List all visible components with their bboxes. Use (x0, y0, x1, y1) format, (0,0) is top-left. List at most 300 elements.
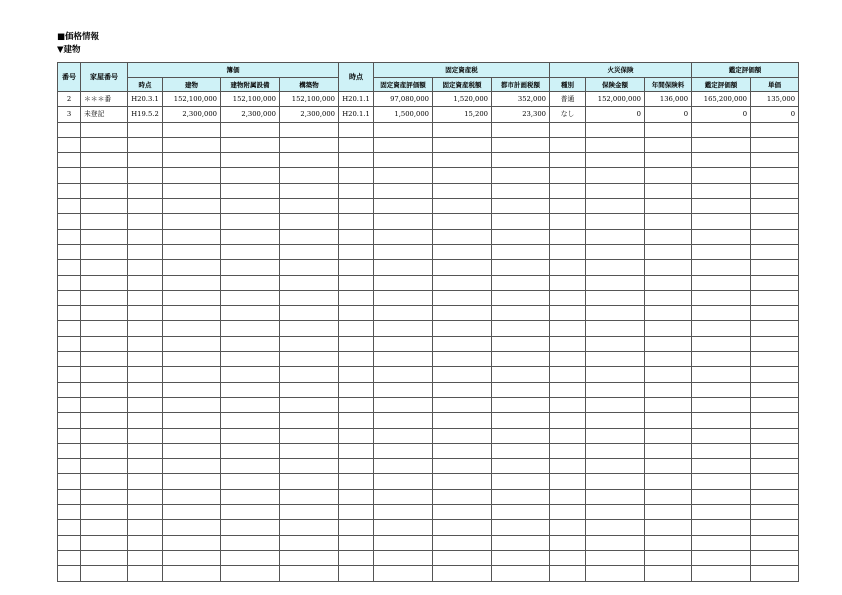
cell-fixed-tax-amount (433, 275, 492, 290)
cell-bv-time (128, 489, 163, 504)
cell-type (550, 321, 586, 336)
empty-table-row (58, 520, 799, 535)
cell-appraised-value (692, 459, 751, 474)
empty-table-row (58, 137, 799, 152)
cell-insured-amount (586, 306, 645, 321)
cell-insured-amount: 0 (586, 107, 645, 122)
cell-structures (280, 153, 339, 168)
empty-table-row (58, 474, 799, 489)
cell-building (163, 336, 221, 351)
cell-attached-equipment (221, 459, 280, 474)
cell-attached-equipment (221, 275, 280, 290)
cell-city-planning-tax (492, 153, 550, 168)
cell-bv-time (128, 321, 163, 336)
cell-insured-amount (586, 214, 645, 229)
cell-annual-premium (645, 352, 692, 367)
cell-building (163, 428, 221, 443)
cell-no (58, 520, 81, 535)
cell-fixed-tax-amount (433, 474, 492, 489)
cell-unit-price (751, 382, 799, 397)
cell-annual-premium (645, 459, 692, 474)
cell-building (163, 229, 221, 244)
cell-assessed-value (374, 199, 433, 214)
cell-no (58, 352, 81, 367)
cell-type: なし (550, 107, 586, 122)
cell-fixed-tax-amount (433, 443, 492, 458)
cell-house-no (81, 535, 128, 550)
cell-time (339, 443, 374, 458)
cell-attached-equipment (221, 489, 280, 504)
cell-assessed-value (374, 214, 433, 229)
cell-unit-price (751, 535, 799, 550)
cell-type (550, 290, 586, 305)
cell-annual-premium (645, 306, 692, 321)
cell-city-planning-tax (492, 275, 550, 290)
cell-house-no (81, 352, 128, 367)
cell-fixed-tax-amount (433, 413, 492, 428)
section-title: ■価格情報 (57, 32, 100, 42)
cell-structures (280, 199, 339, 214)
cell-appraised-value (692, 443, 751, 458)
cell-fixed-tax-amount (433, 244, 492, 259)
cell-insured-amount (586, 199, 645, 214)
cell-no: 2 (58, 92, 81, 107)
cell-fixed-tax-amount (433, 428, 492, 443)
cell-attached-equipment (221, 520, 280, 535)
cell-unit-price (751, 199, 799, 214)
cell-building (163, 183, 221, 198)
cell-unit-price (751, 520, 799, 535)
cell-unit-price (751, 336, 799, 351)
cell-no (58, 382, 81, 397)
cell-fixed-tax-amount (433, 122, 492, 137)
cell-attached-equipment: 2,300,000 (221, 107, 280, 122)
cell-appraised-value (692, 199, 751, 214)
cell-appraised-value (692, 520, 751, 535)
cell-fixed-tax-amount (433, 229, 492, 244)
cell-appraised-value (692, 290, 751, 305)
cell-unit-price (751, 122, 799, 137)
cell-bv-time (128, 306, 163, 321)
cell-annual-premium (645, 244, 692, 259)
cell-bv-time (128, 153, 163, 168)
cell-no (58, 290, 81, 305)
cell-city-planning-tax (492, 183, 550, 198)
header-bv-time: 時点 (128, 78, 163, 92)
cell-no (58, 413, 81, 428)
cell-insured-amount (586, 474, 645, 489)
cell-time: H20.1.1 (339, 92, 374, 107)
cell-building (163, 443, 221, 458)
cell-appraised-value (692, 153, 751, 168)
cell-house-no (81, 275, 128, 290)
cell-house-no (81, 306, 128, 321)
cell-unit-price (751, 168, 799, 183)
cell-insured-amount: 152,000,000 (586, 92, 645, 107)
cell-city-planning-tax (492, 336, 550, 351)
cell-fixed-tax-amount (433, 153, 492, 168)
cell-annual-premium: 136,000 (645, 92, 692, 107)
cell-city-planning-tax (492, 214, 550, 229)
cell-assessed-value (374, 137, 433, 152)
cell-appraised-value (692, 122, 751, 137)
cell-type (550, 168, 586, 183)
cell-unit-price (751, 153, 799, 168)
cell-type (550, 352, 586, 367)
cell-bv-time (128, 505, 163, 520)
cell-time (339, 474, 374, 489)
cell-house-no (81, 566, 128, 581)
header-unit-price: 単価 (751, 78, 799, 92)
cell-structures: 152,100,000 (280, 92, 339, 107)
cell-fixed-tax-amount (433, 397, 492, 412)
cell-assessed-value (374, 306, 433, 321)
cell-house-no (81, 520, 128, 535)
cell-time (339, 229, 374, 244)
cell-insured-amount (586, 505, 645, 520)
cell-type (550, 459, 586, 474)
cell-assessed-value (374, 183, 433, 198)
cell-attached-equipment (221, 397, 280, 412)
cell-insured-amount (586, 489, 645, 504)
cell-annual-premium (645, 535, 692, 550)
cell-house-no (81, 459, 128, 474)
cell-house-no (81, 183, 128, 198)
empty-table-row (58, 260, 799, 275)
cell-attached-equipment (221, 244, 280, 259)
cell-unit-price (751, 260, 799, 275)
cell-time (339, 168, 374, 183)
cell-time (339, 520, 374, 535)
cell-annual-premium (645, 122, 692, 137)
cell-fixed-tax-amount (433, 336, 492, 351)
cell-building (163, 153, 221, 168)
cell-insured-amount (586, 260, 645, 275)
cell-type (550, 367, 586, 382)
cell-unit-price (751, 137, 799, 152)
cell-annual-premium (645, 397, 692, 412)
cell-assessed-value (374, 321, 433, 336)
cell-structures (280, 290, 339, 305)
cell-assessed-value (374, 520, 433, 535)
cell-attached-equipment (221, 336, 280, 351)
cell-house-no (81, 428, 128, 443)
cell-time: H20.1.1 (339, 107, 374, 122)
cell-structures (280, 229, 339, 244)
cell-assessed-value (374, 474, 433, 489)
cell-house-no (81, 122, 128, 137)
cell-appraised-value (692, 183, 751, 198)
cell-city-planning-tax (492, 229, 550, 244)
cell-city-planning-tax (492, 443, 550, 458)
cell-house-no (81, 199, 128, 214)
cell-assessed-value (374, 367, 433, 382)
cell-fixed-tax-amount: 15,200 (433, 107, 492, 122)
cell-house-no (81, 474, 128, 489)
empty-table-row (58, 229, 799, 244)
cell-type (550, 260, 586, 275)
header-house-no: 家屋番号 (81, 63, 128, 92)
cell-building (163, 122, 221, 137)
cell-attached-equipment (221, 550, 280, 565)
cell-house-no (81, 397, 128, 412)
cell-building (163, 474, 221, 489)
header-annual-premium: 年間保険料 (645, 78, 692, 92)
cell-bv-time (128, 459, 163, 474)
cell-city-planning-tax (492, 122, 550, 137)
cell-structures (280, 275, 339, 290)
cell-insured-amount (586, 535, 645, 550)
cell-insured-amount (586, 443, 645, 458)
cell-structures (280, 505, 339, 520)
cell-time (339, 183, 374, 198)
cell-time (339, 321, 374, 336)
cell-no (58, 566, 81, 581)
cell-insured-amount (586, 122, 645, 137)
cell-bv-time (128, 244, 163, 259)
cell-type (550, 489, 586, 504)
cell-insured-amount (586, 183, 645, 198)
cell-assessed-value (374, 352, 433, 367)
empty-table-row (58, 428, 799, 443)
cell-appraised-value (692, 535, 751, 550)
cell-structures (280, 352, 339, 367)
cell-bv-time (128, 183, 163, 198)
empty-table-row (58, 382, 799, 397)
cell-bv-time (128, 352, 163, 367)
cell-fixed-tax-amount (433, 214, 492, 229)
cell-time (339, 306, 374, 321)
header-building: 建物 (163, 78, 221, 92)
cell-city-planning-tax (492, 397, 550, 412)
subsection-title: ▼建物 (57, 45, 81, 55)
cell-city-planning-tax (492, 428, 550, 443)
header-insured-amount: 保険金額 (586, 78, 645, 92)
empty-table-row (58, 413, 799, 428)
cell-type (550, 153, 586, 168)
cell-insured-amount (586, 244, 645, 259)
cell-time (339, 397, 374, 412)
cell-fixed-tax-amount (433, 321, 492, 336)
cell-assessed-value (374, 397, 433, 412)
header-book-value: 簿価 (128, 63, 339, 78)
cell-assessed-value (374, 428, 433, 443)
cell-time (339, 290, 374, 305)
cell-city-planning-tax (492, 566, 550, 581)
cell-house-no (81, 489, 128, 504)
cell-attached-equipment (221, 505, 280, 520)
cell-appraised-value (692, 306, 751, 321)
cell-city-planning-tax (492, 321, 550, 336)
cell-appraised-value (692, 275, 751, 290)
cell-building: 152,100,000 (163, 92, 221, 107)
header-fixed-tax-amount: 固定資産税額 (433, 78, 492, 92)
cell-fixed-tax-amount: 1,520,000 (433, 92, 492, 107)
cell-time (339, 428, 374, 443)
cell-no (58, 474, 81, 489)
cell-attached-equipment (221, 566, 280, 581)
cell-building (163, 137, 221, 152)
cell-attached-equipment (221, 168, 280, 183)
cell-annual-premium (645, 489, 692, 504)
cell-structures (280, 566, 339, 581)
cell-house-no (81, 153, 128, 168)
cell-insured-amount (586, 382, 645, 397)
cell-annual-premium (645, 474, 692, 489)
cell-structures (280, 459, 339, 474)
cell-structures (280, 550, 339, 565)
cell-insured-amount (586, 367, 645, 382)
cell-appraised-value (692, 260, 751, 275)
cell-house-no (81, 244, 128, 259)
cell-annual-premium (645, 260, 692, 275)
cell-time (339, 153, 374, 168)
cell-attached-equipment (221, 229, 280, 244)
cell-attached-equipment (221, 367, 280, 382)
cell-annual-premium: 0 (645, 107, 692, 122)
cell-unit-price (751, 443, 799, 458)
cell-attached-equipment (221, 122, 280, 137)
cell-appraised-value: 165,200,000 (692, 92, 751, 107)
cell-building (163, 260, 221, 275)
cell-unit-price (751, 550, 799, 565)
cell-fixed-tax-amount (433, 382, 492, 397)
empty-table-row (58, 275, 799, 290)
table-row (58, 107, 799, 122)
cell-unit-price (751, 397, 799, 412)
cell-house-no: 未登記 (81, 107, 128, 122)
cell-type (550, 428, 586, 443)
cell-building (163, 459, 221, 474)
cell-building: 2,300,000 (163, 107, 221, 122)
cell-structures (280, 260, 339, 275)
cell-type (550, 275, 586, 290)
cell-appraised-value (692, 505, 751, 520)
empty-table-row (58, 352, 799, 367)
empty-table-row (58, 336, 799, 351)
cell-bv-time (128, 520, 163, 535)
cell-no (58, 137, 81, 152)
cell-attached-equipment (221, 413, 280, 428)
cell-annual-premium (645, 520, 692, 535)
cell-bv-time (128, 428, 163, 443)
header-type: 種別 (550, 78, 586, 92)
cell-city-planning-tax (492, 367, 550, 382)
cell-no (58, 199, 81, 214)
cell-type (550, 244, 586, 259)
cell-structures (280, 367, 339, 382)
cell-no (58, 306, 81, 321)
cell-bv-time (128, 397, 163, 412)
cell-time (339, 505, 374, 520)
cell-annual-premium (645, 183, 692, 198)
cell-building (163, 290, 221, 305)
empty-table-row (58, 535, 799, 550)
cell-house-no (81, 505, 128, 520)
cell-attached-equipment (221, 214, 280, 229)
cell-time (339, 336, 374, 351)
cell-type (550, 214, 586, 229)
cell-city-planning-tax (492, 199, 550, 214)
cell-house-no (81, 321, 128, 336)
empty-table-row (58, 459, 799, 474)
cell-bv-time (128, 137, 163, 152)
cell-bv-time: H20.3.1 (128, 92, 163, 107)
empty-table-row (58, 443, 799, 458)
cell-building (163, 352, 221, 367)
empty-table-row (58, 566, 799, 581)
cell-structures (280, 535, 339, 550)
cell-building (163, 566, 221, 581)
cell-appraised-value (692, 382, 751, 397)
cell-time (339, 352, 374, 367)
cell-unit-price (751, 367, 799, 382)
cell-insured-amount (586, 520, 645, 535)
cell-assessed-value (374, 244, 433, 259)
cell-bv-time (128, 229, 163, 244)
cell-attached-equipment (221, 306, 280, 321)
cell-annual-premium (645, 550, 692, 565)
cell-insured-amount (586, 336, 645, 351)
cell-type (550, 550, 586, 565)
cell-fixed-tax-amount (433, 505, 492, 520)
cell-type (550, 566, 586, 581)
cell-bv-time (128, 474, 163, 489)
cell-type (550, 474, 586, 489)
empty-table-row (58, 321, 799, 336)
cell-type (550, 137, 586, 152)
cell-time (339, 535, 374, 550)
cell-structures (280, 336, 339, 351)
cell-structures (280, 137, 339, 152)
cell-unit-price (751, 306, 799, 321)
cell-house-no (81, 336, 128, 351)
cell-time (339, 382, 374, 397)
cell-annual-premium (645, 428, 692, 443)
cell-building (163, 367, 221, 382)
cell-time (339, 214, 374, 229)
cell-assessed-value (374, 229, 433, 244)
cell-city-planning-tax (492, 550, 550, 565)
cell-bv-time (128, 550, 163, 565)
cell-annual-premium (645, 229, 692, 244)
cell-appraised-value (692, 550, 751, 565)
cell-type (550, 336, 586, 351)
cell-unit-price (751, 214, 799, 229)
cell-building (163, 214, 221, 229)
cell-city-planning-tax (492, 306, 550, 321)
cell-annual-premium (645, 367, 692, 382)
cell-insured-amount (586, 321, 645, 336)
cell-type (550, 199, 586, 214)
cell-insured-amount (586, 428, 645, 443)
cell-fixed-tax-amount (433, 550, 492, 565)
cell-appraised-value (692, 214, 751, 229)
cell-city-planning-tax (492, 168, 550, 183)
cell-city-planning-tax (492, 474, 550, 489)
cell-structures (280, 520, 339, 535)
cell-insured-amount (586, 550, 645, 565)
cell-annual-premium (645, 275, 692, 290)
cell-city-planning-tax (492, 290, 550, 305)
cell-structures (280, 321, 339, 336)
cell-city-planning-tax (492, 489, 550, 504)
cell-no (58, 550, 81, 565)
cell-bv-time (128, 122, 163, 137)
cell-annual-premium (645, 290, 692, 305)
cell-time (339, 367, 374, 382)
cell-bv-time (128, 535, 163, 550)
